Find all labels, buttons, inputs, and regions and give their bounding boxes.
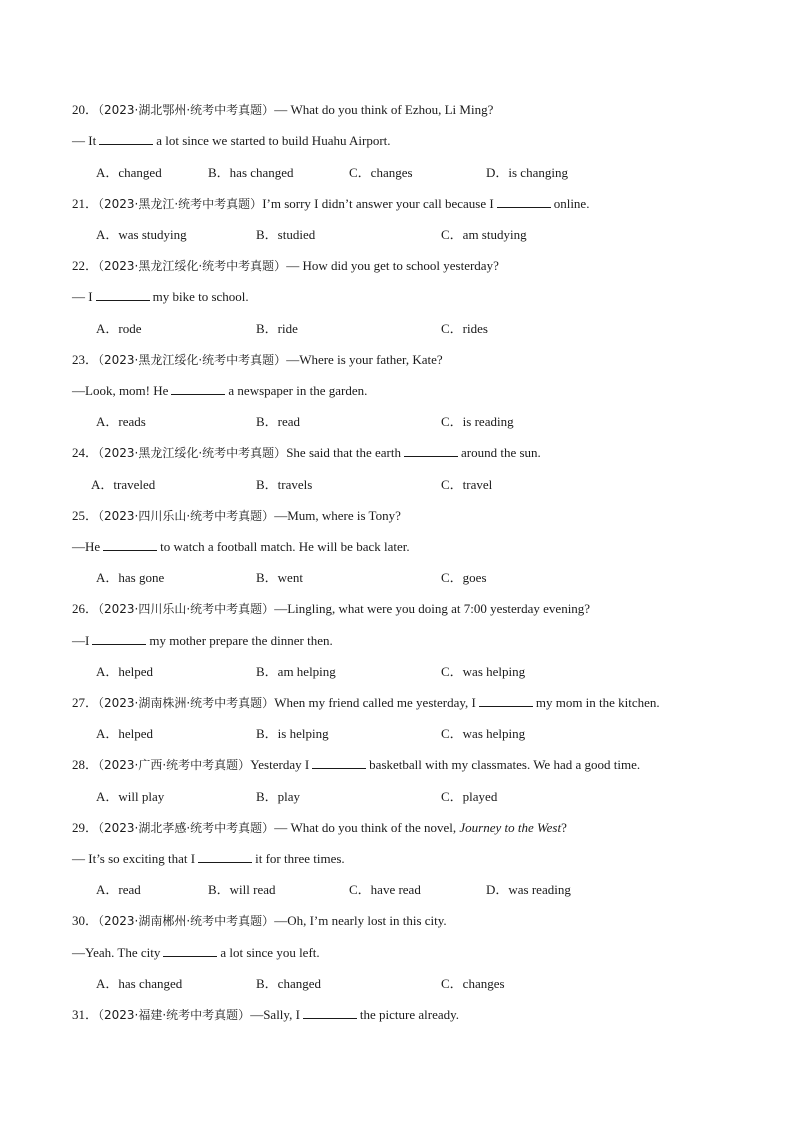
- question-source: （2023·四川乐山·统考中考真题）: [98, 509, 275, 523]
- question-source: （2023·湖北孝感·统考中考真题）: [98, 821, 275, 835]
- question-26-line2: —I my mother prepare the dinner then.: [72, 633, 333, 648]
- option-a[interactable]: A．helped: [96, 726, 154, 741]
- option-a[interactable]: A．reads: [96, 414, 146, 429]
- answer-blank: [497, 195, 551, 208]
- option-c[interactable]: C．rides: [441, 321, 488, 336]
- question-source: （2023·黑龙江绥化·统考中考真题）: [98, 353, 287, 367]
- question-28-stem: 28．（2023·广西·统考中考真题）Yesterday I basketball with my classmates. We had a good time.: [72, 757, 641, 772]
- question-20-line2: — It a lot since we started to build Huahu Airport.: [72, 133, 391, 148]
- option-b[interactable]: B．play: [256, 789, 301, 804]
- option-b[interactable]: B．ride: [256, 321, 298, 336]
- option-d[interactable]: D．was reading: [486, 882, 571, 897]
- answer-blank: [103, 538, 157, 551]
- option-a[interactable]: A．has gone: [96, 570, 165, 585]
- question-source: （2023·湖南郴州·统考中考真题）: [98, 914, 275, 928]
- question-source: （2023·四川乐山·统考中考真题）: [98, 602, 275, 616]
- question-22-stem: 22．（2023·黑龙江绥化·统考中考真题）— How did you get to school yesterday?: [72, 258, 499, 273]
- question-source: （2023·黑龙江·统考中考真题）: [98, 197, 263, 211]
- option-b[interactable]: B．went: [256, 570, 303, 585]
- answer-blank: [198, 850, 252, 863]
- option-c[interactable]: C．is reading: [441, 414, 514, 429]
- option-b[interactable]: B．is helping: [256, 726, 329, 741]
- option-b[interactable]: B．will read: [208, 882, 276, 897]
- question-source: （2023·湖北鄂州·统考中考真题）: [98, 103, 275, 117]
- question-source: （2023·黑龙江绥化·统考中考真题）: [98, 259, 287, 273]
- answer-blank: [92, 632, 146, 645]
- question-20-stem: 20．（2023·湖北鄂州·统考中考真题）— What do you think of Ezhou, Li Ming?: [72, 102, 494, 117]
- option-c[interactable]: C．was helping: [441, 726, 526, 741]
- answer-blank: [163, 944, 217, 957]
- question-22-line2: — I my bike to school.: [72, 289, 249, 304]
- option-a[interactable]: A．changed: [96, 165, 162, 180]
- question-25-stem: 25．（2023·四川乐山·统考中考真题）—Mum, where is Tony?: [72, 508, 401, 523]
- option-c[interactable]: C．changes: [441, 976, 505, 991]
- question-31-stem: 31．（2023·福建·统考中考真题）—Sally, I the picture already.: [72, 1007, 460, 1022]
- option-a[interactable]: A．will play: [96, 789, 165, 804]
- option-c[interactable]: C．am studying: [441, 227, 527, 242]
- answer-blank: [312, 756, 366, 769]
- option-c[interactable]: C．played: [441, 789, 498, 804]
- question-25-line2: —He to watch a football match. He will be back later.: [72, 539, 410, 554]
- novel-title: Journey to the West: [459, 820, 562, 835]
- question-29-stem: 29．（2023·湖北孝感·统考中考真题）— What do you think of the novel, Journey to the West?: [72, 820, 567, 835]
- option-b[interactable]: B．am helping: [256, 664, 336, 679]
- option-b[interactable]: B．travels: [256, 477, 313, 492]
- question-30-line2: —Yeah. The city a lot since you left.: [72, 945, 320, 960]
- question-23-stem: 23．（2023·黑龙江绥化·统考中考真题）—Where is your father, Kate?: [72, 352, 443, 367]
- option-a[interactable]: A．helped: [96, 664, 154, 679]
- option-c[interactable]: C．was helping: [441, 664, 526, 679]
- question-24-stem: 24．（2023·黑龙江绥化·统考中考真题）She said that the earth around the sun.: [72, 445, 541, 460]
- question-source: （2023·广西·统考中考真题）: [98, 758, 251, 772]
- option-b[interactable]: B．changed: [256, 976, 321, 991]
- question-source: （2023·黑龙江绥化·统考中考真题）: [98, 446, 287, 460]
- answer-blank: [96, 288, 150, 301]
- answer-blank: [99, 132, 153, 145]
- answer-blank: [479, 694, 533, 707]
- option-a[interactable]: A．has changed: [96, 976, 183, 991]
- question-21-stem: 21．（2023·黑龙江·统考中考真题）I’m sorry I didn’t answer your call because I online.: [72, 196, 590, 211]
- option-c[interactable]: C．goes: [441, 570, 487, 585]
- option-c[interactable]: C．have read: [349, 882, 421, 897]
- answer-blank: [303, 1006, 357, 1019]
- option-d[interactable]: D．is changing: [486, 165, 568, 180]
- question-source: （2023·福建·统考中考真题）: [98, 1008, 251, 1022]
- option-c[interactable]: C．travel: [441, 477, 493, 492]
- option-a[interactable]: A．was studying: [96, 227, 187, 242]
- question-30-stem: 30．（2023·湖南郴州·统考中考真题）—Oh, I’m nearly lost in this city.: [72, 913, 447, 928]
- option-c[interactable]: C．changes: [349, 165, 413, 180]
- question-29-line2: — It’s so exciting that I it for three times.: [72, 851, 345, 866]
- option-a[interactable]: A．traveled: [91, 477, 156, 492]
- question-27-stem: 27．（2023·湖南株洲·统考中考真题）When my friend called me yesterday, I my mom in the kitchen.: [72, 695, 660, 710]
- option-b[interactable]: B．has changed: [208, 165, 294, 180]
- option-a[interactable]: A．read: [96, 882, 141, 897]
- question-source: （2023·湖南株洲·统考中考真题）: [98, 696, 275, 710]
- option-a[interactable]: A．rode: [96, 321, 142, 336]
- option-b[interactable]: B．studied: [256, 227, 316, 242]
- answer-blank: [171, 382, 225, 395]
- option-b[interactable]: B．read: [256, 414, 301, 429]
- question-26-stem: 26．（2023·四川乐山·统考中考真题）—Lingling, what were you doing at 7:00 yesterday evening?: [72, 601, 591, 616]
- question-23-line2: —Look, mom! He a newspaper in the garden.: [72, 383, 368, 398]
- answer-blank: [404, 444, 458, 457]
